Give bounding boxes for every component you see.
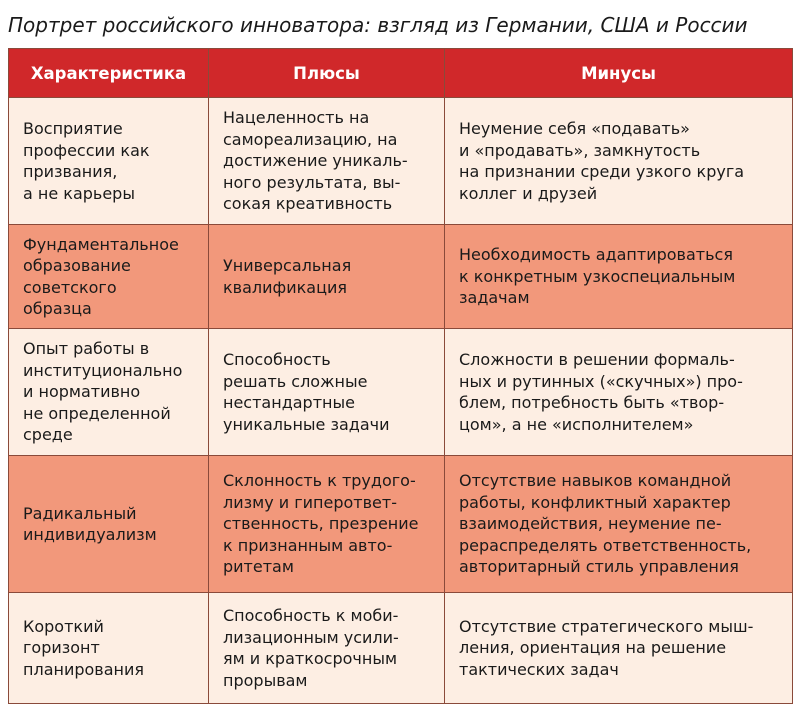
- table-header-row: [9, 49, 793, 98]
- cell-pros: Универсальная квалификация: [209, 225, 445, 329]
- cell-characteristic: Фундаментальное образование советского образца: [9, 225, 209, 329]
- cell-characteristic: Короткий горизонт планирования: [9, 593, 209, 704]
- table-row: [9, 329, 793, 456]
- cell-cons: Неумение себя «подавать» и «продавать», замкнутость на признании среди узкого круга коллег и друзей: [445, 98, 793, 225]
- cell-cons: Сложности в решении формаль- ных и рутинных («скучных») про- блем, потребность быть «твор- цом», а не «исполнителем»: [445, 329, 793, 456]
- cell-cons: Отсутствие стратегического мыш- ления, ориентация на решение тактических задач: [445, 593, 793, 704]
- cell-characteristic: Радикальный индивидуализм: [9, 456, 209, 593]
- header-characteristic: Характеристика: [9, 49, 209, 98]
- cell-pros: Способность решать сложные нестандартные уникальные задачи: [209, 329, 445, 456]
- table-row: [9, 456, 793, 593]
- cell-pros: Способность к моби- лизационным усили- ям и краткосрочным прорывам: [209, 593, 445, 704]
- table-row: [9, 225, 793, 329]
- innovator-portrait-table: [8, 48, 793, 704]
- header-cons: Минусы: [445, 49, 793, 98]
- page-title: Портрет российского инноватора: взгляд из Германии, США и России: [8, 13, 748, 37]
- header-pros: Плюсы: [209, 49, 445, 98]
- cell-characteristic: Восприятие профессии как призвания, а не карьеры: [9, 98, 209, 225]
- cell-pros: Склонность к трудого- лизму и гиперответ- ственность, презрение к признанным авто- ритетам: [209, 456, 445, 593]
- cell-characteristic: Опыт работы в институционально и нормативно не определенной среде: [9, 329, 209, 456]
- cell-cons: Отсутствие навыков командной работы, конфликтный характер взаимодействия, неумение пе- рераспределять ответственность, авторитарный стиль управления: [445, 456, 793, 593]
- cell-pros: Нацеленность на самореализацию, на достижение уникаль- ного результата, вы- сокая креативность: [209, 98, 445, 225]
- table-row: [9, 98, 793, 225]
- table-row: [9, 593, 793, 704]
- cell-cons: Необходимость адаптироваться к конкретным узкоспециальным задачам: [445, 225, 793, 329]
